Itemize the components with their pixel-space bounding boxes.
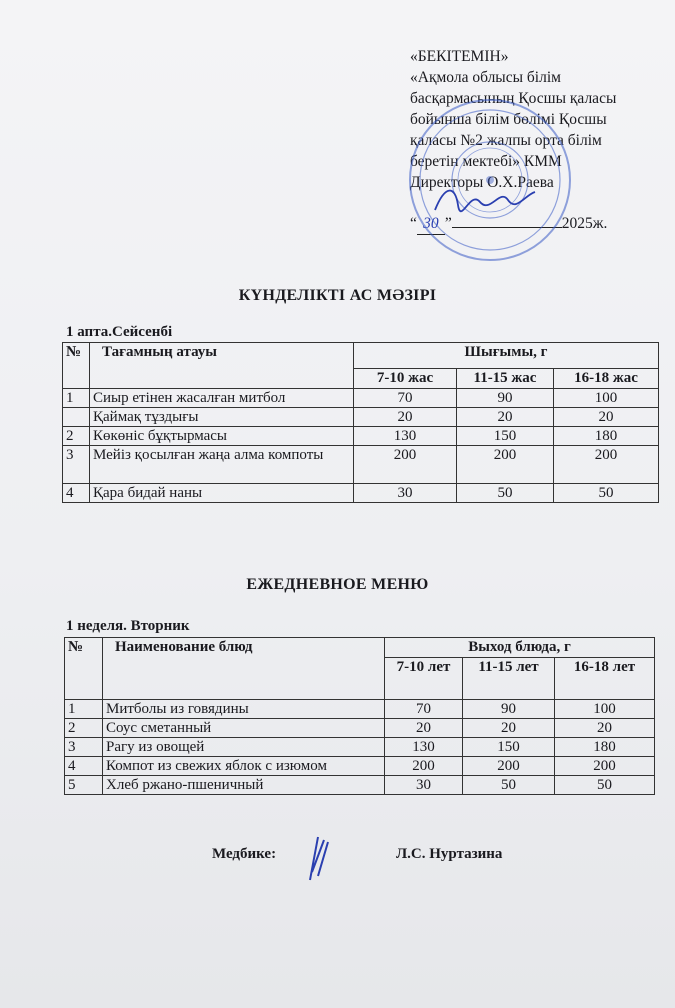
portion-value: 90: [463, 700, 555, 719]
date-day: 30: [417, 213, 445, 235]
row-number: 2: [65, 719, 103, 738]
row-number: 1: [63, 389, 90, 408]
portion-value: 50: [555, 776, 655, 795]
col-number-header: №: [63, 343, 90, 389]
table-row: [63, 427, 659, 446]
approval-line: Директоры О.Х.Раева: [410, 174, 554, 191]
portion-value: 180: [555, 738, 655, 757]
col-number-header: №: [65, 638, 103, 700]
approval-line: беретін мектебі» КММ: [410, 153, 562, 170]
portion-value: 70: [354, 389, 457, 408]
nurse-signature-icon: [298, 832, 338, 882]
ru-menu-table: [64, 637, 655, 795]
ru-menu-subtitle: 1 неделя. Вторник: [66, 618, 190, 634]
dish-name: Хлеб ржано-пшеничный: [103, 776, 385, 795]
approval-date: [410, 213, 607, 235]
age-group-header: 11-15 жас: [457, 369, 554, 389]
dish-name: Рагу из овощей: [103, 738, 385, 757]
col-output-header: Шығымы, г: [354, 343, 659, 369]
age-group-header: 16-18 лет: [555, 658, 655, 700]
col-output-header: Выход блюда, г: [385, 638, 655, 658]
portion-value: 100: [555, 700, 655, 719]
col-name-header: Тағамның атауы: [90, 343, 354, 389]
age-group-header: 11-15 лет: [463, 658, 555, 700]
portion-value: 180: [554, 427, 659, 446]
portion-value: 20: [554, 408, 659, 427]
row-number: 2: [63, 427, 90, 446]
row-number: 3: [63, 446, 90, 484]
age-group-header: 16-18 жас: [554, 369, 659, 389]
age-group-header: 7-10 жас: [354, 369, 457, 389]
portion-value: 200: [457, 446, 554, 484]
table-row: [63, 408, 659, 427]
portion-value: 100: [554, 389, 659, 408]
table-row: [63, 484, 659, 503]
portion-value: 200: [555, 757, 655, 776]
dish-name: Митболы из говядины: [103, 700, 385, 719]
portion-value: 30: [354, 484, 457, 503]
row-number: 4: [65, 757, 103, 776]
portion-value: 130: [354, 427, 457, 446]
portion-value: 150: [463, 738, 555, 757]
nurse-name: Л.С. Нуртазина: [396, 846, 503, 862]
table-row: [65, 700, 655, 719]
dish-name: Қаймақ тұздығы: [90, 408, 354, 427]
portion-value: 200: [354, 446, 457, 484]
portion-value: 130: [385, 738, 463, 757]
approval-block: [410, 46, 660, 232]
approval-line: басқармасының Қосшы қаласы: [410, 90, 617, 107]
ru-menu-title: ЕЖЕДНЕВНОЕ МЕНЮ: [246, 576, 429, 593]
row-number: 1: [65, 700, 103, 719]
table-header-row: [65, 638, 655, 658]
portion-value: 70: [385, 700, 463, 719]
approval-line: бойынша білім бөлімі Қосшы: [410, 111, 607, 128]
dish-name: Сиыр етінен жасалған митбол: [90, 389, 354, 408]
table-header-row: [63, 343, 659, 369]
col-name-header: Наименование блюд: [103, 638, 385, 700]
portion-value: 200: [385, 757, 463, 776]
row-number: [63, 408, 90, 427]
date-close-quote: ”: [444, 215, 452, 232]
table-row: [65, 719, 655, 738]
row-number: 5: [65, 776, 103, 795]
dish-name: Компот из свежих яблок с изюмом: [103, 757, 385, 776]
portion-value: 30: [385, 776, 463, 795]
date-year: 2025ж.: [561, 215, 608, 232]
nurse-role-label: Медбике:: [212, 846, 277, 862]
table-row: [65, 776, 655, 795]
date-open-quote: “: [410, 215, 417, 232]
kz-menu-table: [62, 342, 659, 503]
portion-value: 90: [457, 389, 554, 408]
portion-value: 20: [354, 408, 457, 427]
portion-value: 150: [457, 427, 554, 446]
kz-menu-subtitle: 1 апта.Сейсенбі: [66, 324, 173, 340]
dish-name: Көкөніс бұқтырмасы: [90, 427, 354, 446]
table-row: [65, 757, 655, 776]
table-row: [63, 446, 659, 484]
date-month-blank: [452, 227, 562, 228]
approval-line: қаласы №2 жалпы орта білім: [410, 132, 602, 149]
portion-value: 200: [554, 446, 659, 484]
approval-line: «Ақмола облысы білім: [410, 69, 561, 86]
table-row: [65, 738, 655, 757]
portion-value: 20: [463, 719, 555, 738]
dish-name: Қара бидай наны: [90, 484, 354, 503]
approval-line: «БЕКІТЕМІН»: [410, 48, 509, 65]
kz-menu-title: КҮНДЕЛІКТІ АС МӘЗІРІ: [238, 287, 437, 304]
portion-value: 20: [457, 408, 554, 427]
table-row: [63, 389, 659, 408]
portion-value: 20: [555, 719, 655, 738]
portion-value: 200: [463, 757, 555, 776]
row-number: 4: [63, 484, 90, 503]
dish-name: Соус сметанный: [103, 719, 385, 738]
portion-value: 50: [554, 484, 659, 503]
age-group-header: 7-10 лет: [385, 658, 463, 700]
row-number: 3: [65, 738, 103, 757]
portion-value: 50: [463, 776, 555, 795]
portion-value: 20: [385, 719, 463, 738]
portion-value: 50: [457, 484, 554, 503]
dish-name: Мейіз қосылған жаңа алма компоты: [90, 446, 354, 484]
